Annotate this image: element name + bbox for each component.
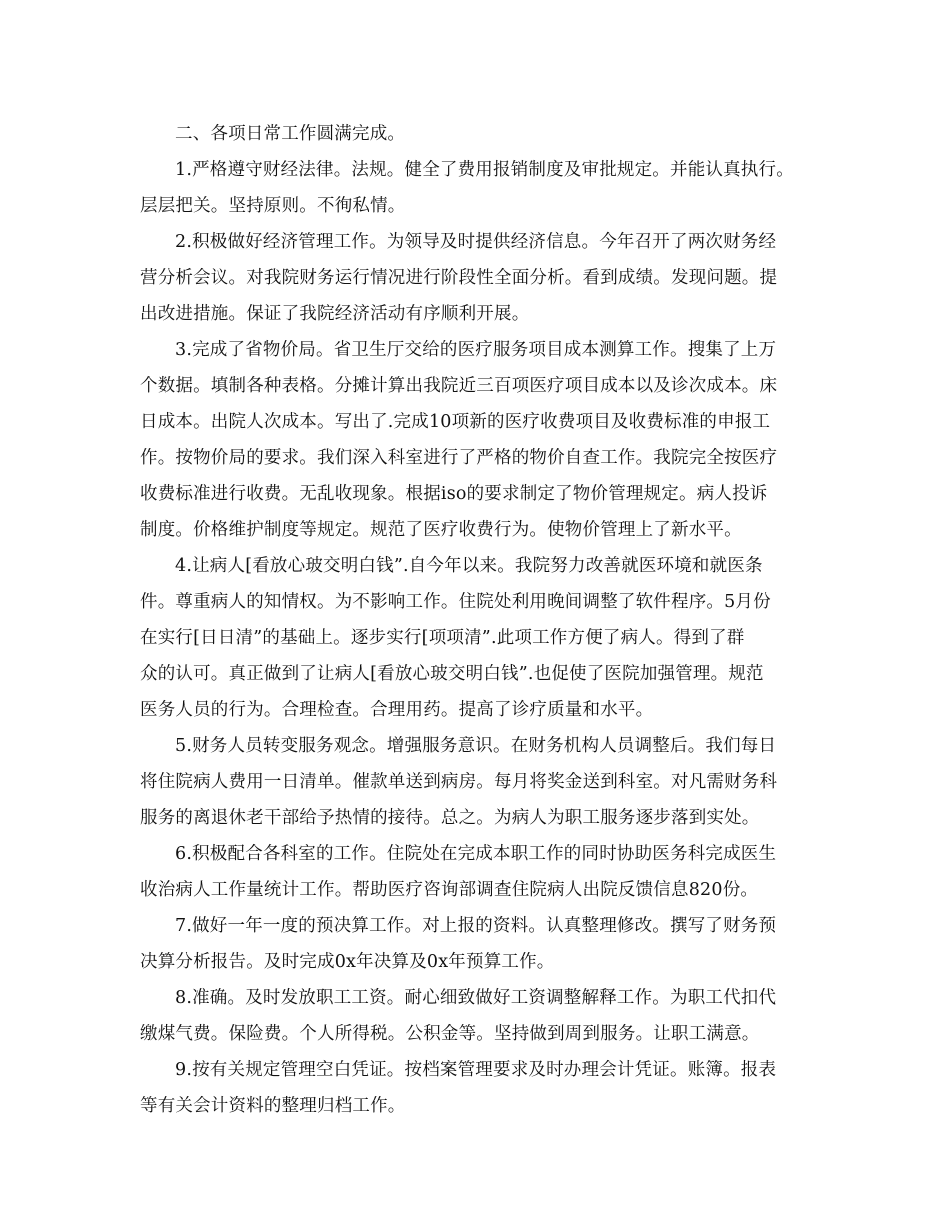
text-line: 决算分析报告。及时完成0x年决算及0x年预算工作。 [140, 952, 555, 972]
document-paragraph [140, 152, 820, 224]
text-line: 二、各项日常工作圆满完成。 [175, 124, 406, 144]
document-paragraph [140, 980, 820, 1052]
text-line: 1.严格遵守财经法律。法规。健全了费用报销制度及审批规定。并能认真执行。 [175, 160, 794, 180]
document-body [140, 116, 820, 1124]
text-line: 将住院病人费用一日清单。催款单送到病房。每月将奖金送到科室。对凡需财务科 [140, 772, 778, 792]
section-heading [140, 116, 820, 152]
text-line: 制度。价格维护制度等规定。规范了医疗收费行为。使物价管理上了新水平。 [140, 520, 742, 540]
text-line: 6.积极配合各科室的工作。住院处在完成本职工作的同时协助医务科完成医生 [175, 844, 777, 864]
text-line: 众的认可。真正做到了让病人[看放心玻交明白钱”.也促使了医院加强管理。规范 [140, 664, 764, 684]
text-line: 服务的离退休老干部给予热情的接待。总之。为病人为职工服务逐步落到实处。 [140, 808, 760, 828]
text-line: 2.积极做好经济管理工作。为领导及时提供经济信息。今年召开了两次财务经 [175, 232, 777, 252]
text-line: 在实行[日日清”的基础上。逐步实行[项项清”.此项工作方便了病人。得到了群 [140, 628, 745, 648]
text-line: 收治病人工作量统计工作。帮助医疗咨询部调查住院病人出院反馈信息820份。 [140, 880, 759, 900]
text-line: 3.完成了省物价局。省卫生厅交给的医疗服务项目成本测算工作。搜集了上万 [175, 340, 777, 360]
document-paragraph [140, 224, 820, 332]
text-line: 收费标准进行收费。无乱收现象。根据iso的要求制定了物价管理规定。病人投诉 [140, 484, 768, 504]
document-paragraph [140, 836, 820, 908]
text-line: 4.让病人[看放心玻交明白钱”.自今年以来。我院努力改善就医环境和就医条 [175, 556, 763, 576]
text-line: 作。按物价局的要求。我们深入科室进行了严格的物价自查工作。我院完全按医疗 [140, 448, 778, 468]
text-line: 缴煤气费。保险费。个人所得税。公积金等。坚持做到周到服务。让职工满意。 [140, 1024, 760, 1044]
text-line: 7.做好一年一度的预决算工作。对上报的资料。认真整理修改。撰写了财务预 [175, 916, 777, 936]
text-line: 等有关会计资料的整理归档工作。 [140, 1096, 406, 1116]
document-paragraph [140, 908, 820, 980]
text-line: 件。尊重病人的知情权。为不影响工作。住院处利用晚间调整了软件程序。5月份 [140, 592, 771, 612]
text-line: 个数据。填制各种表格。分摊计算出我院近三百项医疗项目成本以及诊次成本。床 [140, 376, 778, 396]
text-line: 8.准确。及时发放职工工资。耐心细致做好工资调整解释工作。为职工代扣代 [175, 988, 777, 1008]
text-line: 营分析会议。对我院财务运行情况进行阶段性全面分析。看到成绩。发现问题。提 [140, 268, 778, 288]
document-paragraph [140, 1052, 820, 1124]
text-line: 医务人员的行为。合理检查。合理用药。提高了诊疗质量和水平。 [140, 700, 654, 720]
text-line: 层层把关。坚持原则。不徇私情。 [140, 196, 406, 216]
text-line: 9.按有关规定管理空白凭证。按档案管理要求及时办理会计凭证。账簿。报表 [175, 1060, 777, 1080]
text-line: 出改进措施。保证了我院经济活动有序顺利开展。 [140, 304, 530, 324]
text-line: 5.财务人员转变服务观念。增强服务意识。在财务机构人员调整后。我们每日 [175, 736, 777, 756]
text-line: 日成本。出院人次成本。写出了.完成10项新的医疗收费项目及收费标准的申报工 [140, 412, 771, 432]
document-paragraph [140, 332, 820, 548]
document-paragraph [140, 548, 820, 728]
document-paragraph [140, 728, 820, 836]
